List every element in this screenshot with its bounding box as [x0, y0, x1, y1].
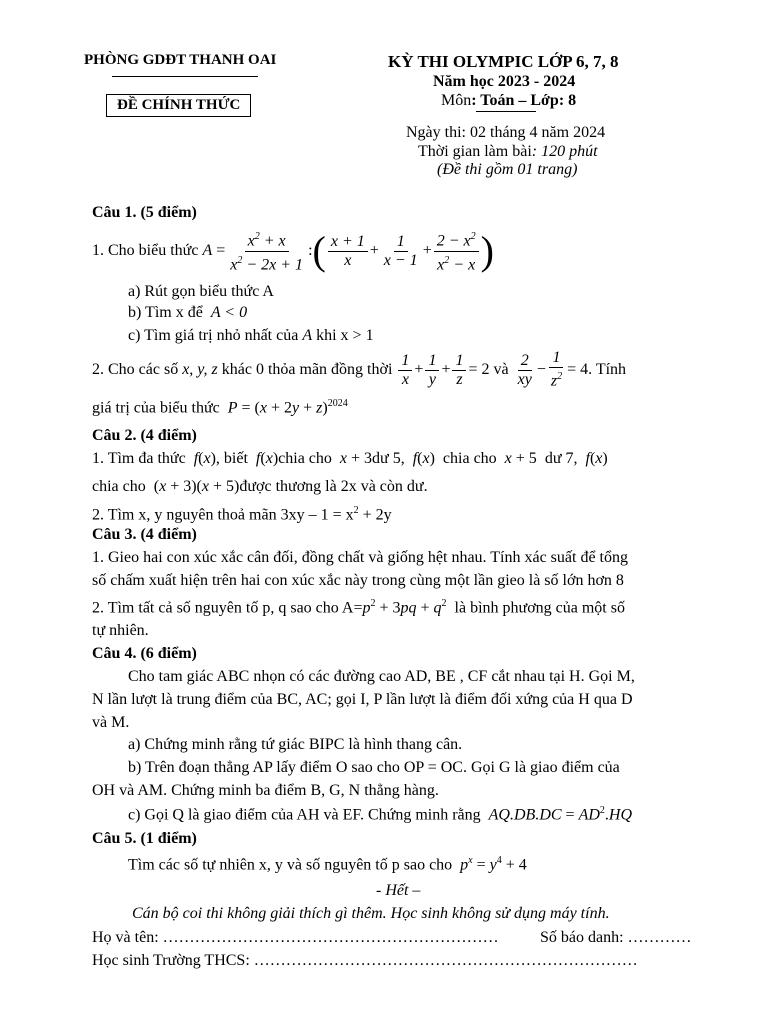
subject-name: : Toán – Lớp [471, 92, 559, 109]
pages-note: (Đề thi gồm 01 trang) [437, 161, 578, 178]
q1-a: a) Rút gọn biểu thức A [128, 283, 274, 300]
q2-p1-d: dư 5, [372, 450, 405, 467]
official-badge: ĐỀ CHÍNH THỨC [106, 94, 251, 117]
q5-text-body: Tìm các số tự nhiên x, y và số nguyên tố p sao cho [128, 856, 453, 874]
q1-p1-intro: 1. Cho biểu thức [92, 242, 199, 259]
q5-title: Câu 5. (1 điểm) [92, 830, 197, 847]
q2-p1-line2: chia cho (x + 3)(x + 5)được thương là 2x và còn dư. [92, 478, 428, 495]
q1-p2-line2: giá trị của biểu thức $P = (x + 2y + z)^{2024}$ [92, 398, 348, 417]
candidate-number-field: Số báo danh: ………… [540, 929, 692, 946]
exam-date: Ngày thi: 02 tháng 4 năm 2024 [406, 124, 606, 141]
q2-p1-c: chia cho [278, 450, 332, 467]
q1-p2-line2-text: giá trị của biểu thức [92, 399, 220, 417]
q3-p2-l2: tự nhiên. [92, 622, 149, 639]
duration [418, 143, 598, 161]
q1-b-math: A < 0 [210, 304, 248, 321]
q4-c-text: c) Gọi Q là giao điểm của AH và EF. Chứng minh rằng [128, 806, 481, 824]
q4-l2: N lần lượt là trung điểm của BC, AC; gọi I, P lần lượt là điểm đối xứng của H qua D [92, 691, 633, 708]
q4-l1: Cho tam giác ABC nhọn có các đường cao AD, BE , CF cắt nhau tại H. Gọi M, [128, 668, 635, 685]
q5-text: Tìm các số tự nhiên x, y và số nguyên tố p sao cho $p^x = y^4 + 4$ [128, 855, 527, 874]
q3-title: Câu 3. (4 điểm) [92, 526, 197, 543]
q3-p2-line1: 2. Tìm tất cả số nguyên tố p, q sao cho $A=p^2 + 3pq + q^2$ là bình phương của một số [92, 598, 625, 617]
q2-p1-line2b: được thương là 2x và còn dư. [239, 478, 428, 495]
q1-p2-intro: 2. Cho các số [92, 361, 179, 378]
q2-p2: 2. Tìm x, y nguyên thoả mãn $3xy - 1 = x^2 + 2y$ [92, 505, 392, 524]
q4-b2: OH và AM. Chứng minh ba điểm B, G, N thẳng hàng. [92, 782, 439, 799]
q1-b-text: b) Tìm x để [128, 304, 203, 321]
subject-line [441, 92, 576, 110]
q2-p1-line2a: chia cho [92, 478, 146, 495]
q2-p1-e: chia cho [442, 450, 497, 467]
q1-c-text: c) Tìm giá trị nhỏ nhất của [128, 327, 299, 344]
q1-p2-and: và [493, 361, 509, 378]
q4-title: Câu 4. (6 điểm) [92, 645, 197, 662]
q2-p1-line1: 1. Tìm đa thức f(x), biết f(x)chia cho x + 3dư 5, f(x) chia cho x + 5 dư 7, f(x) [92, 450, 608, 467]
duration-label: Thời gian làm bài [418, 143, 532, 160]
exam-title: KỲ THI OLYMPIC LỚP 6, 7, 8 [388, 52, 619, 71]
q1-p2-vars: x, y, z [182, 361, 218, 378]
school-year: Năm học 2023 - 2024 [433, 73, 576, 90]
q3-p1-l1: 1. Gieo hai con xúc xắc cân đối, đồng chất và giống hệt nhau. Tính xác suất để tổng [92, 549, 628, 566]
q1-title: Câu 1. (5 điểm) [92, 204, 197, 221]
q4-b1: b) Trên đoạn thẳng AP lấy điểm O sao cho OP = OC. Gọi G là giao điểm của [128, 759, 620, 776]
q1-expression: 1. Cho biểu thức A = $\frac{x^2 + x}{x^2 - 2x + 1}$ : ( $\frac{x + 1}{x}$ + $\frac{1}{x - 1}$ + $\frac{2 - x^2}{x^2 - x}$ ) [92, 228, 494, 273]
grade: : 8 [558, 92, 577, 109]
office-underline [112, 76, 258, 77]
q1-p2-mid: khác 0 thỏa mãn đồng thời [221, 361, 393, 378]
q2-p2-text: 2. Tìm x, y nguyên thoả mãn 3xy – 1 = x [92, 506, 354, 524]
subject-underline [476, 111, 536, 112]
school-field: Học sinh Trường THCS: ……………………………………………………………… [92, 952, 638, 969]
q1-c [128, 327, 374, 345]
q1-b [128, 304, 247, 322]
q2-title: Câu 2. (4 điểm) [92, 427, 197, 444]
q4-c: c) Gọi Q là giao điểm của AH và EF. Chứng minh rằng $AQ.DB.DC = AD^2.HQ$ [128, 805, 633, 824]
student-name-field: Họ và tên: ……………………………………………………… [92, 929, 499, 946]
q2-p1-a: 1. Tìm đa thức [92, 450, 186, 467]
q3-p1-l2: số chấm xuất hiện trên hai con xúc xắc này trong cùng một lần gieo là số lớn hơn 8 [92, 572, 624, 589]
q2-p1-f: dư 7, [544, 450, 578, 467]
office-name: PHÒNG GDĐT THANH OAI [84, 52, 277, 68]
q3-p2-a: 2. Tìm tất cả số nguyên tố p, q sao cho A= [92, 599, 363, 617]
duration-value: : 120 phút [531, 143, 598, 160]
q1-p2-tail: . Tính [588, 361, 627, 378]
q3-p2-b: là bình phương của một số [454, 599, 625, 617]
q4-a: a) Chứng minh rằng tứ giác BIPC là hình thang cân. [128, 736, 463, 753]
end-mark: - Hết – [376, 882, 421, 899]
q2-p1-b: , biết [215, 450, 248, 467]
q1-c-var: A [302, 327, 313, 344]
subject-prefix: Môn [441, 92, 472, 109]
q1-p2-line1: 2. Cho các số x, y, z khác 0 thỏa mãn đồng thời $\frac{1}{x}$ + $\frac{1}{y}$ + $\frac{1}{z}$ = 2 và $\frac{2}{xy}$ − $\frac{1}{z^2}$ = 4 . Tính [92, 349, 627, 390]
q1-c-tail: khi x > 1 [316, 327, 374, 344]
q4-l3: và M. [92, 714, 130, 731]
q2-p2-tail: + 2y [358, 506, 392, 524]
proctor-note: Cán bộ coi thi không giải thích gì thêm. Học sinh không sử dụng máy tính. [132, 905, 610, 922]
